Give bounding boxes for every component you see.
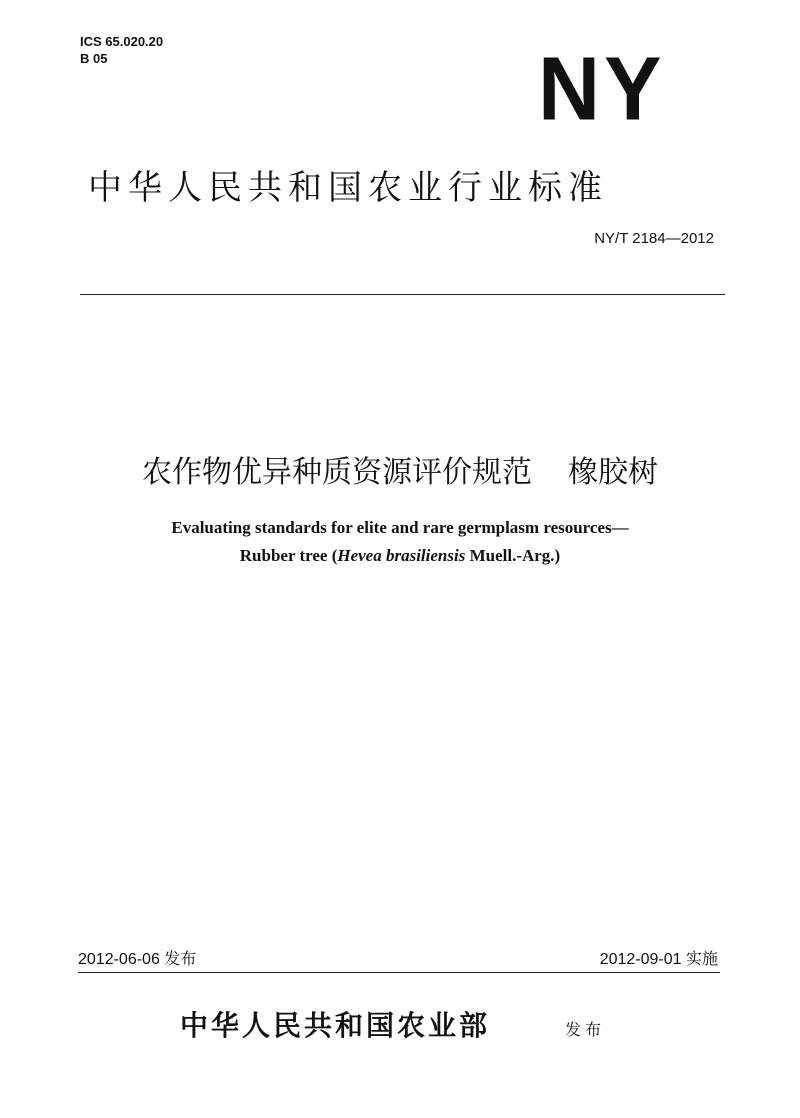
bottom-divider [78, 972, 720, 973]
publisher-action: 发布 [565, 1020, 606, 1039]
ics-code: ICS 65.020.20 [80, 34, 164, 49]
document-title-cn-sub: 橡胶树 [568, 455, 658, 490]
title-en-line2-italic: Hevea brasiliensis [337, 546, 466, 565]
ny-logo: NY [538, 38, 666, 140]
document-title-en-line2 [0, 546, 800, 566]
publisher-name: 中华人民共和国农业部 [180, 1009, 491, 1042]
category-code: B 05 [80, 51, 108, 66]
document-title-en-line1: Evaluating standards for elite and rare germplasm resources— [171, 518, 629, 537]
ics-block [80, 33, 163, 67]
title-en-line2-pre: Rubber tree ( [239, 546, 338, 565]
top-divider [80, 294, 725, 295]
standard-number: NY/T 2184—2012 [594, 230, 714, 247]
standard-title: 中华人民共和国农业行业标准 [88, 168, 608, 208]
implementation-date: 2012-09-01 实施 [599, 951, 718, 968]
document-title-cn-main: 农作物优异种质资源评价规范 [142, 455, 532, 490]
document-title-cn [0, 447, 800, 491]
title-en-line2-post: Muell.-Arg.) [465, 546, 561, 565]
issue-date: 2012-06-06 发布 [78, 951, 197, 968]
